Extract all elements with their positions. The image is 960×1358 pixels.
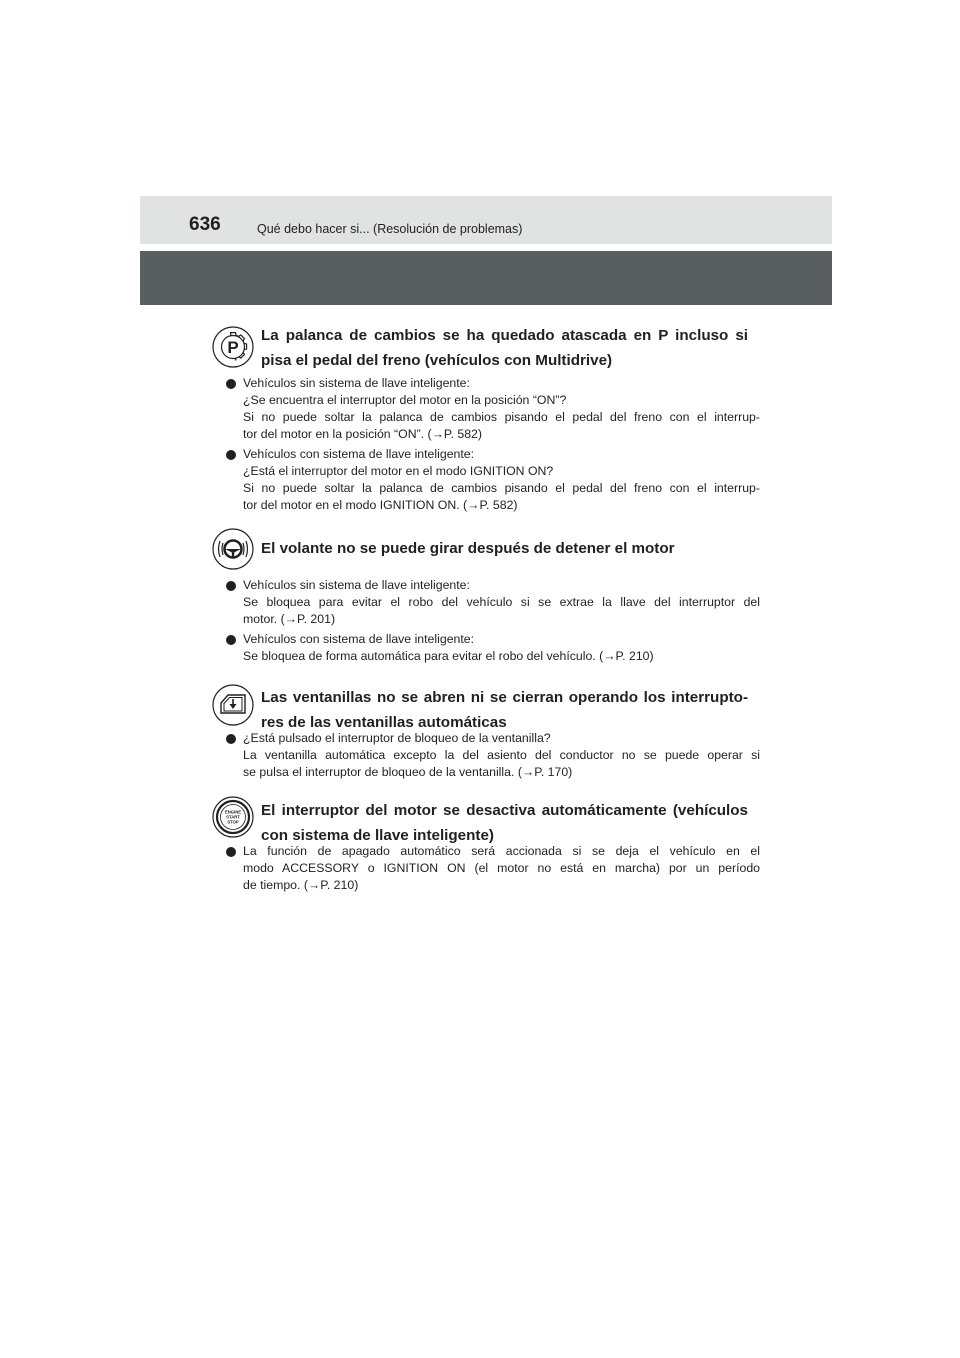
item-line: ¿Está el interruptor del motor en el modo IGNITION ON?	[243, 464, 554, 478]
title-line: Las ventanillas no se abren ni se cierran operando los interrupto-	[261, 689, 748, 706]
list-item	[226, 730, 760, 784]
section-title	[261, 536, 748, 561]
item-line: La función de apagado automático será accionada si se deja el vehículo en el	[243, 844, 760, 858]
header-title: Qué debo hacer si... (Resolución de problemas)	[257, 222, 523, 236]
item-line: ¿Está pulsado el interruptor de bloqueo de la ventanilla?	[243, 731, 551, 745]
icon-text: STOP	[227, 819, 239, 825]
page-number: 636	[189, 214, 221, 235]
item-line: tor del motor en la posición “ON”. (→P. 582)	[243, 427, 482, 441]
steering-lock-icon	[212, 528, 254, 570]
item-line: tor del motor en el modo IGNITION ON. (→P. 582)	[243, 498, 518, 512]
section-shift-lever	[212, 320, 760, 520]
item-line: Se bloquea de forma automática para evitar el robo del vehículo. (→P. 210)	[243, 649, 654, 663]
bullet-icon	[226, 734, 236, 744]
bullet-icon	[226, 450, 236, 460]
shift-lever-p-icon	[212, 326, 254, 368]
item-line: Si no puede soltar la palanca de cambios pisando el pedal del freno con el interrup-	[243, 410, 760, 424]
header-bar	[140, 196, 832, 244]
section-title	[261, 685, 748, 735]
bullet-icon	[226, 379, 236, 389]
item-line: Se bloquea para evitar el robo del vehículo si se extrae la llave del interruptor del	[243, 595, 760, 609]
icon-text: START	[226, 814, 240, 820]
section-title	[261, 798, 748, 848]
item-line: modo ACCESSORY o IGNITION ON (el motor no está en marcha) por un período	[243, 861, 760, 875]
item-line: Vehículos sin sistema de llave inteligente:	[243, 578, 470, 592]
title-line: La palanca de cambios se ha quedado atascada en P incluso si	[261, 327, 748, 344]
bullet-icon	[226, 581, 236, 591]
title-line: con sistema de llave inteligente)	[261, 827, 494, 844]
bullet-icon	[226, 847, 236, 857]
item-line: se pulsa el interruptor de bloqueo de la ventanilla. (→P. 170)	[243, 765, 573, 779]
item-line: Vehículos sin sistema de llave inteligente:	[243, 376, 470, 390]
title-line: El volante no se puede girar después de detener el motor	[261, 540, 675, 557]
engine-start-stop-icon	[212, 796, 254, 838]
list-item	[226, 843, 760, 897]
item-line: Si no puede soltar la palanca de cambios pisando el pedal del freno con el interrup-	[243, 481, 760, 495]
list-item	[226, 631, 760, 667]
section-steering-lock	[212, 528, 760, 668]
bullet-icon	[226, 635, 236, 645]
svg-text:P: P	[227, 338, 239, 357]
item-line: de tiempo. (→P. 210)	[243, 878, 359, 892]
list-item	[226, 446, 760, 516]
item-line: Vehículos con sistema de llave inteligente:	[243, 447, 475, 461]
power-window-icon	[212, 684, 254, 726]
list-item	[226, 375, 760, 445]
item-line: motor. (→P. 201)	[243, 612, 336, 626]
section-banner	[140, 251, 832, 305]
title-line: El interruptor del motor se desactiva automáticamente (vehículos	[261, 802, 748, 819]
item-line: Vehículos con sistema de llave inteligente:	[243, 632, 475, 646]
section-power-windows	[212, 680, 760, 790]
section-title	[261, 323, 748, 373]
title-line: pisa el pedal del freno (vehículos con Multidrive)	[261, 352, 613, 369]
item-line: La ventanilla automática excepto la del asiento del conductor no se puede operar si	[243, 748, 760, 762]
list-item	[226, 577, 760, 629]
icon-text: ENGINE	[224, 809, 242, 815]
section-engine-switch	[212, 793, 760, 908]
item-line: ¿Se encuentra el interruptor del motor en la posición “ON”?	[243, 393, 567, 407]
title-line: res de las ventanillas automáticas	[261, 714, 507, 731]
